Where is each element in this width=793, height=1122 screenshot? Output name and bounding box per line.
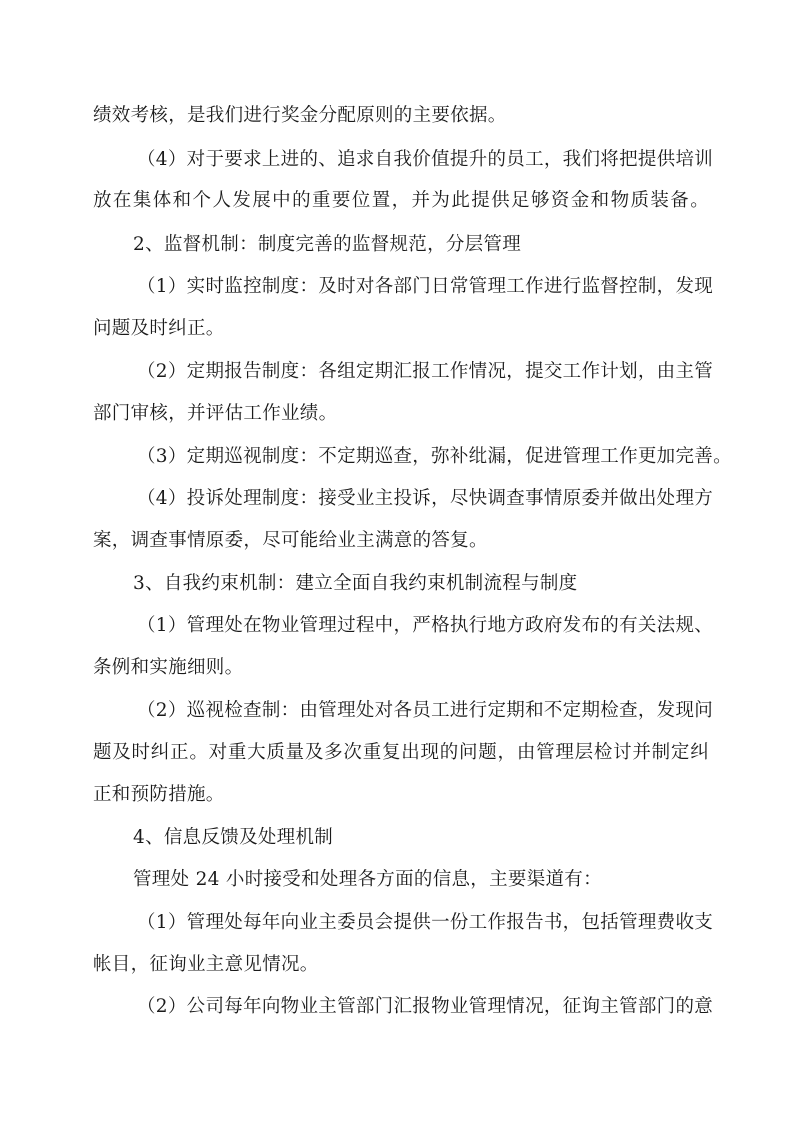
- text-line-6: 问题及时纠正。: [93, 318, 225, 339]
- text-line-8: 部门审核，并评估工作业绩。: [93, 403, 338, 424]
- text-line-16: 题及时纠正。对重大质量及多次重复出现的问题，由管理层检讨并制定纠: [93, 742, 709, 763]
- text-line-3: 放在集体和个人发展中的重要位置，并为此提供足够资金和物质装备。: [93, 190, 709, 211]
- text-line-5: （1）实时监控制度：及时对各部门日常管理工作进行监督控制，发现: [137, 276, 714, 297]
- text-line-9: （3）定期巡视制度：不定期巡查，弥补纰漏，促进管理工作更加完善。: [137, 446, 732, 467]
- text-line-2: （4）对于要求上进的、追求自我价值提升的员工，我们将把提供培训: [137, 149, 714, 170]
- text-line-17: 正和预防措施。: [93, 784, 225, 805]
- text-line-13: （1）管理处在物业管理过程中，严格执行地方政府发布的有关法规、: [137, 615, 714, 636]
- text-line-10: （4）投诉处理制度：接受业主投诉，尽快调查事情原委并做出处理方: [137, 488, 714, 509]
- text-line-21: 帐目，征询业主意见情况。: [93, 954, 319, 975]
- section-heading-4: 4、信息反馈及处理机制: [133, 827, 334, 848]
- text-line-7: （2）定期报告制度：各组定期汇报工作情况，提交工作计划，由主管: [137, 361, 714, 382]
- text-line-14: 条例和实施细则。: [93, 657, 244, 678]
- text-line-1: 绩效考核，是我们进行奖金分配原则的主要依据。: [93, 105, 507, 126]
- text-line-11: 案，调查事情原委，尽可能给业主满意的答复。: [93, 530, 488, 551]
- text-line-22: （2）公司每年向物业主管部门汇报物业管理情况，征询主管部门的意: [137, 996, 714, 1017]
- text-line-19: 管理处 24 小时接受和处理各方面的信息，主要渠道有：: [133, 869, 602, 890]
- text-line-15: （2）巡视检查制：由管理处对各员工进行定期和不定期检查，发现问: [137, 700, 714, 721]
- text-line-20: （1）管理处每年向业主委员会提供一份工作报告书，包括管理费收支: [137, 912, 714, 933]
- section-heading-2: 2、监督机制：制度完善的监督规范，分层管理: [133, 234, 522, 255]
- section-heading-3: 3、自我约束机制：建立全面自我约束机制流程与制度: [133, 573, 578, 594]
